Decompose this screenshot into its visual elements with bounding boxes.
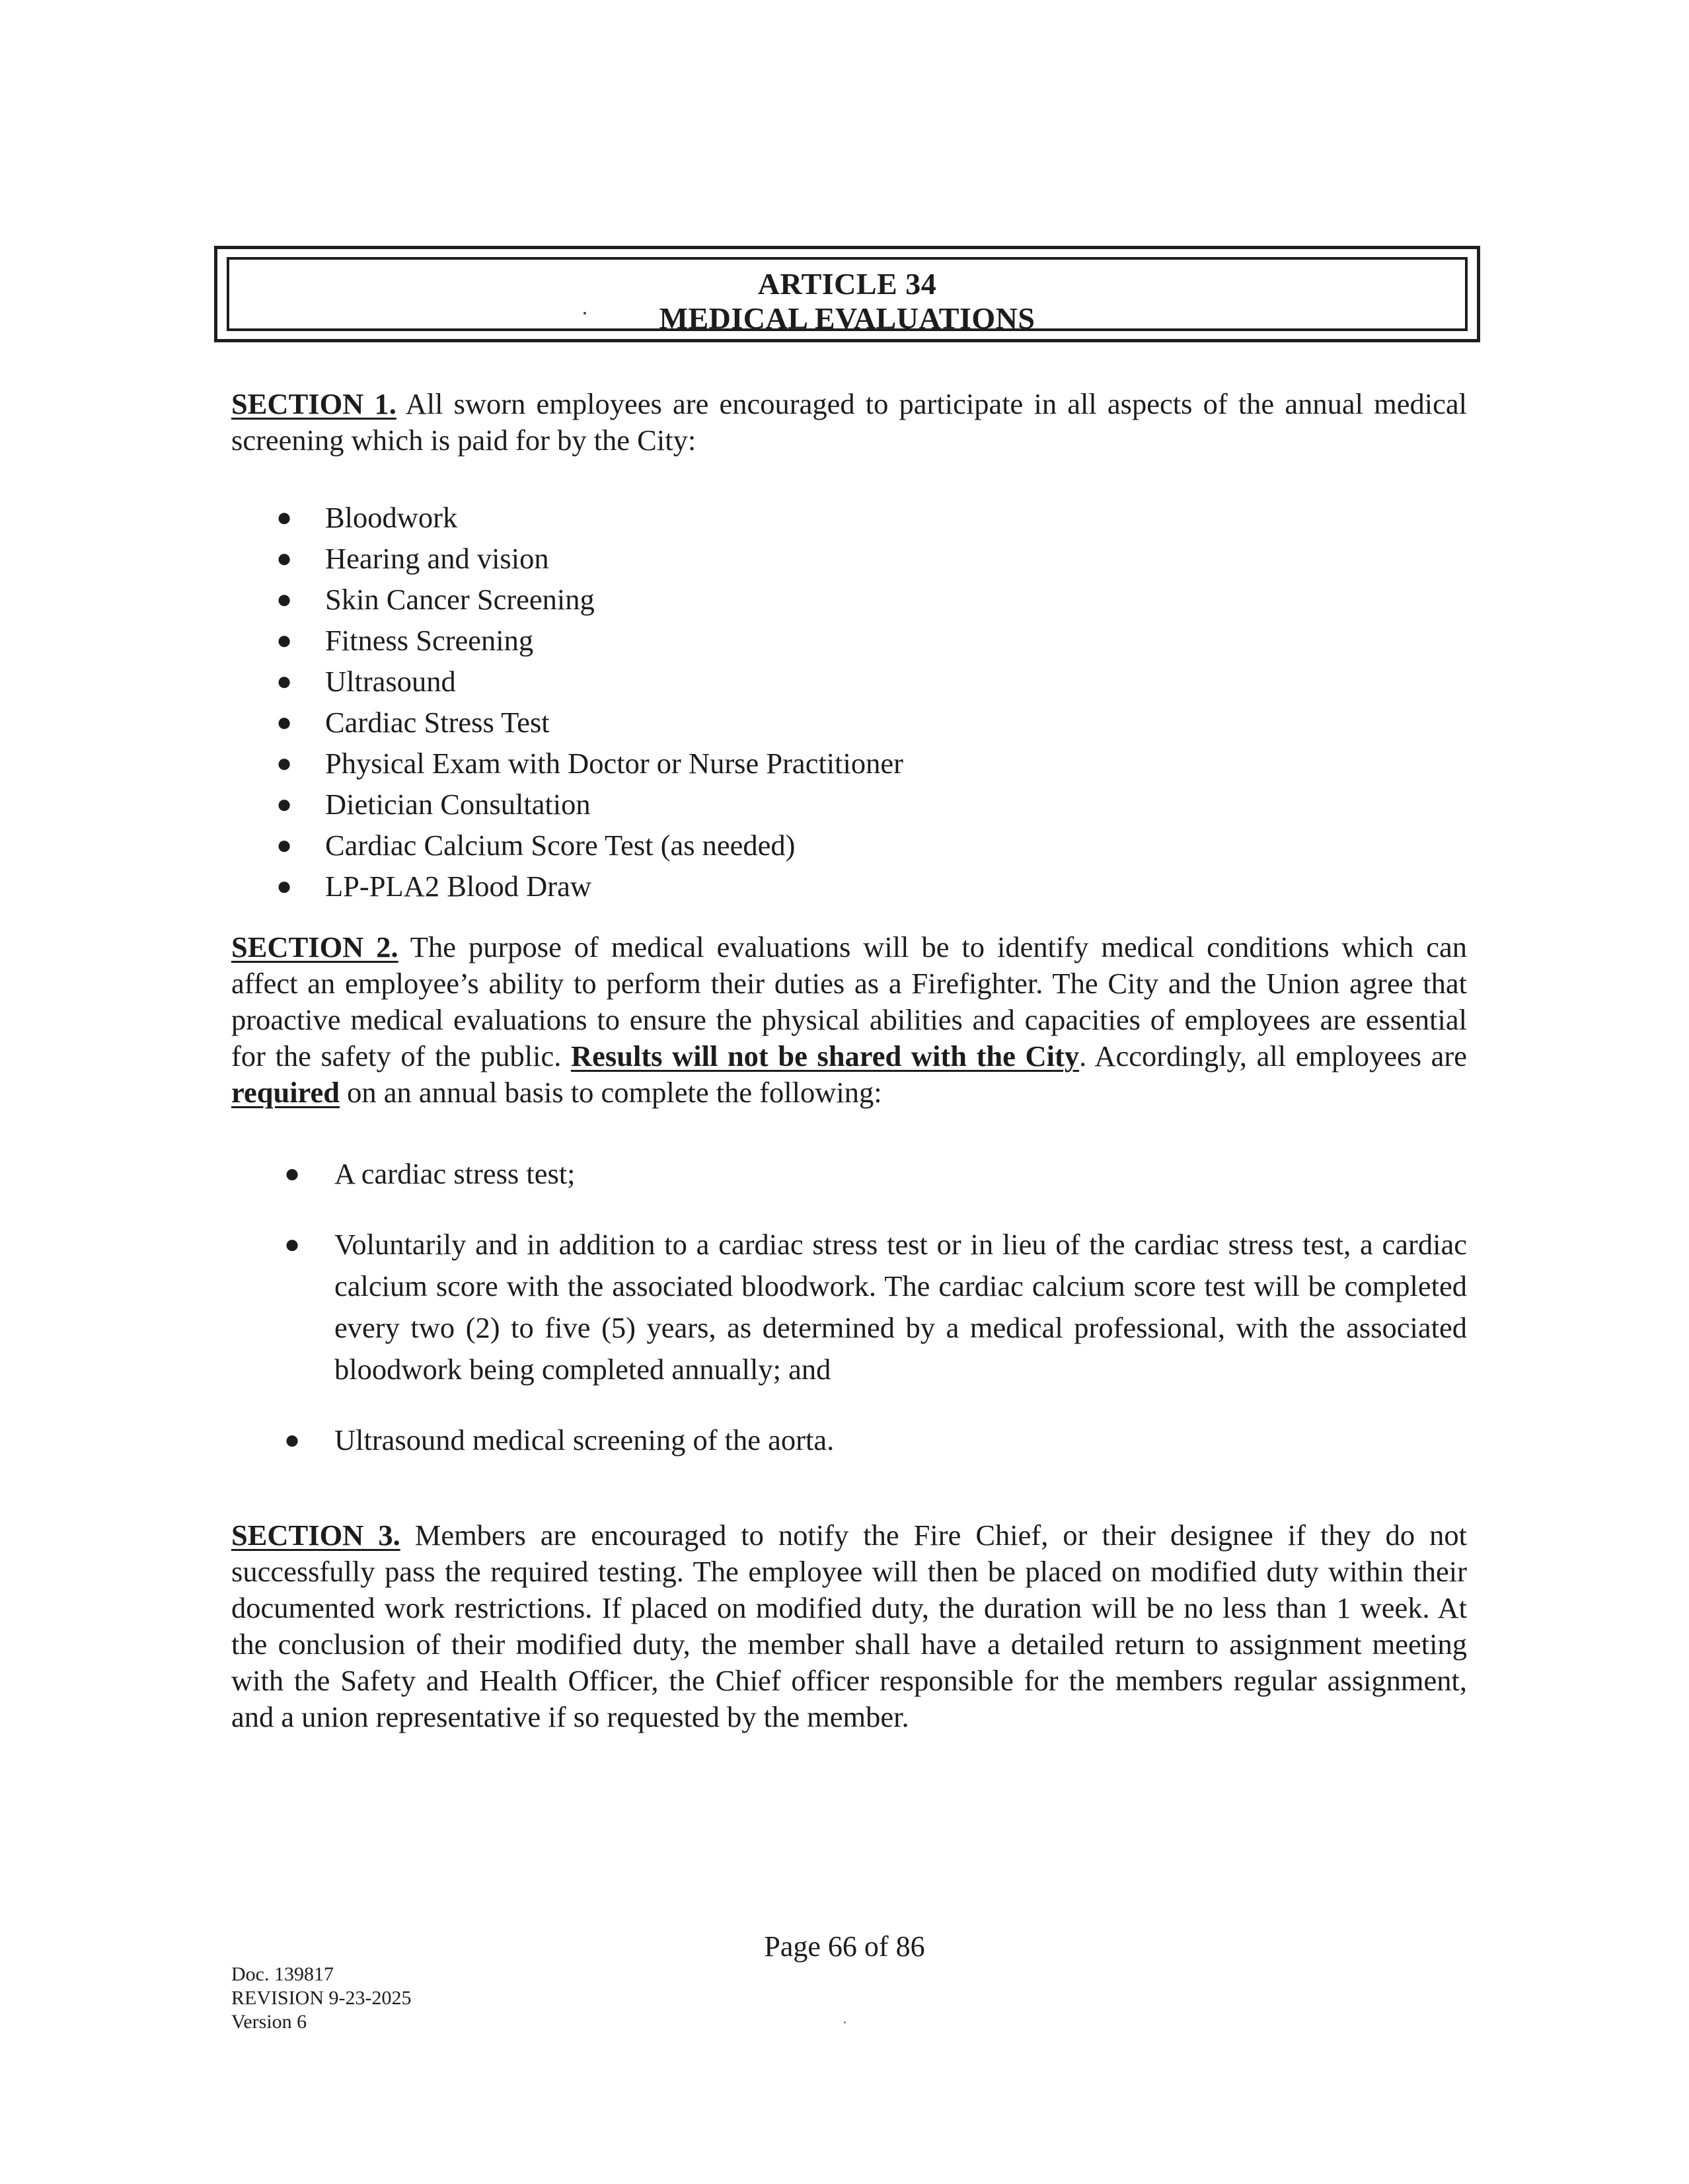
- section-2-text-c: on an annual basis to complete the following:: [340, 1076, 882, 1109]
- doc-number: Doc. 139817: [231, 1963, 334, 1985]
- required-tests-list: [284, 1153, 1467, 1461]
- section-1-paragraph: [231, 386, 1467, 459]
- bullet-icon: ●: [276, 871, 293, 901]
- bullet-icon: ●: [284, 1425, 301, 1454]
- article-number: ARTICLE 34: [757, 267, 937, 301]
- section-2-text-b: . Accordingly, all employees are: [1079, 1039, 1467, 1073]
- scan-speck: [844, 2021, 846, 2023]
- required-emphasis: required: [231, 1076, 340, 1109]
- bullet-icon: ●: [276, 707, 293, 737]
- list-item: ● Ultrasound medical screening of the aorta.: [284, 1419, 1467, 1461]
- bullet-icon: ●: [276, 543, 293, 573]
- bullet-icon: ●: [276, 830, 293, 860]
- bullet-icon: ●: [284, 1158, 301, 1188]
- list-item: ● Skin Cancer Screening: [276, 579, 1267, 620]
- article-title: MEDICAL EVALUATIONS: [659, 301, 1035, 335]
- bullet-icon: ●: [284, 1229, 301, 1259]
- section-1-text: All sworn employees are encouraged to participate in all aspects of the annual medical screening which is paid for by the City:: [231, 387, 1467, 457]
- section-1-label: SECTION 1.: [231, 387, 396, 420]
- list-item: ● LP-PLA2 Blood Draw: [276, 866, 1267, 907]
- section-3-label: SECTION 3.: [231, 1519, 400, 1552]
- section-2-label: SECTION 2.: [231, 930, 398, 963]
- bullet-icon: ●: [276, 789, 293, 819]
- list-item: ● Bloodwork: [276, 497, 1267, 538]
- section-2-paragraph: [231, 929, 1467, 1111]
- list-item: ● Hearing and vision: [276, 538, 1267, 579]
- section-3-text: Members are encouraged to notify the Fire Chief, or their designee if they do not successfully pass the required testing. The employee will then be placed on modified duty within their documented work restrictions. If placed on modified duty, the duration will be no less than 1 week. At the conclusion of their modified duty, the member shall have a detailed return to assignment meeting with the Safety and Health Officer, the Chief officer responsible for the members regular assignment, and a union representative if so requested by the member.: [231, 1519, 1467, 1733]
- list-item: ● Physical Exam with Doctor or Nurse Practitioner: [276, 743, 1267, 784]
- list-item: ● Dietician Consultation: [276, 784, 1267, 825]
- section-3-paragraph: [231, 1517, 1467, 1735]
- bullet-icon: ●: [276, 502, 293, 532]
- results-not-shared-emphasis: Results will not be shared with the City: [571, 1039, 1080, 1073]
- screening-list: [276, 497, 1267, 907]
- revision-date: REVISION 9-23-2025: [231, 1987, 412, 2009]
- list-item: ● Ultrasound: [276, 661, 1267, 702]
- bullet-icon: ●: [276, 625, 293, 655]
- list-item: ● Cardiac Calcium Score Test (as needed): [276, 825, 1267, 866]
- version-label: Version 6: [231, 2011, 307, 2033]
- list-item: ● Fitness Screening: [276, 620, 1267, 661]
- bullet-icon: ●: [276, 584, 293, 614]
- list-item: ● Cardiac Stress Test: [276, 702, 1267, 743]
- list-item: ● A cardiac stress test;: [284, 1153, 1467, 1195]
- page-number: Page 66 of 86: [764, 1930, 925, 1963]
- list-item: ● Voluntarily and in addition to a cardiac stress test or in lieu of the cardiac stress test, a cardiac calcium score with the associated bloodwork. The cardiac calcium score test will be completed every two (2) to five (5) years, as determined by a medical professional, with the associated bloodwork being completed annually; and: [284, 1224, 1467, 1390]
- article-header-inner-border: [227, 257, 1468, 335]
- article-header-box: [214, 246, 1480, 342]
- section-2-text-a: The purpose of medical evaluations will be to identify medical conditions which can affect an employee’s ability to perform their duties as a Firefighter. The City and the Union agree that proactive medical evaluations to ensure the physical abilities and capacities of employees are essential for the safety of the public.: [231, 930, 1467, 1073]
- scan-speck: [583, 312, 586, 315]
- bullet-icon: ●: [276, 666, 293, 696]
- document-info: [231, 1963, 411, 2034]
- bullet-icon: ●: [276, 748, 293, 778]
